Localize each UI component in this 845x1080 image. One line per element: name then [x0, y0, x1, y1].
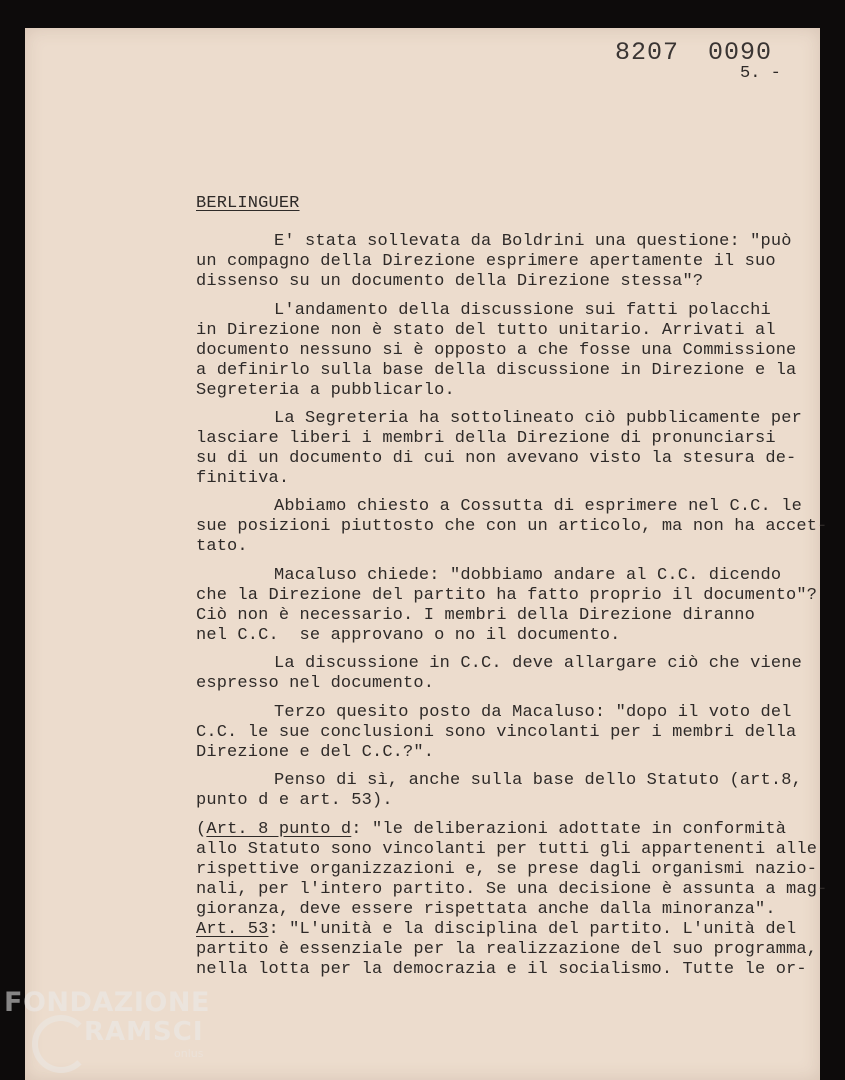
paragraph-line: espresso nel documento.: [196, 674, 435, 693]
paragraph-line: Ciò non è necessario. I membri della Direzione diranno: [196, 606, 755, 625]
logo-line-2: RAMSCI: [84, 1017, 204, 1047]
art8-text: : "le deliberazioni adottate in conformità: [351, 820, 787, 839]
paragraph-line: La Segreteria ha sottolineato ciò pubblicamente per: [274, 409, 802, 428]
paragraph-line: a definirlo sulla base della discussione in Direzione e la: [196, 361, 797, 380]
paragraph-line: La discussione in C.C. deve allargare ciò che viene: [274, 654, 802, 673]
paragraph-line: Segreteria a pubblicarlo.: [196, 381, 455, 400]
archive-number-right: 0090: [708, 38, 773, 67]
paragraph-line: che la Direzione del partito ha fatto proprio il documento"?: [196, 586, 818, 605]
statute-line: partito è essenziale per la realizzazione del suo programma,: [196, 940, 818, 959]
statute-line: nali, per l'intero partito. Se una decisione è assunta a mag-: [196, 880, 828, 899]
paragraph-line: punto d e art. 53).: [196, 791, 393, 810]
paragraph-line: sue posizioni piuttosto che con un articolo, ma non ha accet-: [196, 517, 828, 536]
paragraph-line: nel C.C. se approvano o no il documento.: [196, 626, 621, 645]
paragraph-line: un compagno della Direzione esprimere apertamente il suo: [196, 252, 776, 271]
paragraph-line: Direzione e del C.C.?".: [196, 743, 435, 762]
speaker-heading: BERLINGUER: [196, 194, 300, 213]
paragraph-line: Macaluso chiede: "dobbiamo andare al C.C. dicendo: [274, 566, 782, 585]
page-number: 5. -: [740, 64, 781, 83]
art8-label: Art. 8 punto d: [206, 820, 352, 839]
statute-line: rispettive organizzazioni e, se prese dagli organismi nazio-: [196, 860, 818, 879]
statute-line: nella lotta per la democrazia e il socialismo. Tutte le or-: [196, 960, 807, 979]
paragraph-line: dissenso su un documento della Direzione stessa"?: [196, 272, 704, 291]
art53-label: Art. 53: [196, 920, 269, 939]
paragraph-line: Abbiamo chiesto a Cossutta di esprimere nel C.C. le: [274, 497, 802, 516]
paragraph-line: L'andamento della discussione sui fatti polacchi: [274, 301, 771, 320]
paragraph-line: su di un documento di cui non avevano visto la stesura de-: [196, 449, 797, 468]
paragraph-line: finitiva.: [196, 469, 290, 488]
art53-text: : "L'unità e la disciplina del partito. L'unità del: [268, 920, 797, 939]
paragraph-line: Terzo quesito posto da Macaluso: "dopo il voto del: [274, 703, 792, 722]
paragraph-line: tato.: [196, 537, 248, 556]
paragraph-line: E' stata sollevata da Boldrini una questione: "può: [274, 232, 792, 251]
statute-line: gioranza, deve essere rispettata anche dalla minoranza".: [196, 900, 776, 919]
logo-line-1: FONDAZIONE: [4, 987, 210, 1018]
paragraph-line: Penso di sì, anche sulla base dello Statuto (art.8,: [274, 771, 802, 790]
paragraph-line: documento nessuno si è opposto a che fosse una Commissione: [196, 341, 797, 360]
logo-onlus: onlus: [174, 1047, 204, 1060]
statute-line: allo Statuto sono vincolanti per tutti gli appartenenti alle: [196, 840, 818, 859]
open-parenthesis: (: [196, 820, 207, 839]
paragraph-line: C.C. le sue conclusioni sono vincolanti per i membri della: [196, 723, 797, 742]
archive-number-left: 8207: [615, 38, 680, 67]
paragraph-line: in Direzione non è stato del tutto unitario. Arrivati al: [196, 321, 776, 340]
statute-art53-first-line: [196, 920, 796, 941]
paragraph-line: lasciare liberi i membri della Direzione di pronunciarsi: [196, 429, 776, 448]
statute-art8-first-line: [196, 820, 786, 841]
